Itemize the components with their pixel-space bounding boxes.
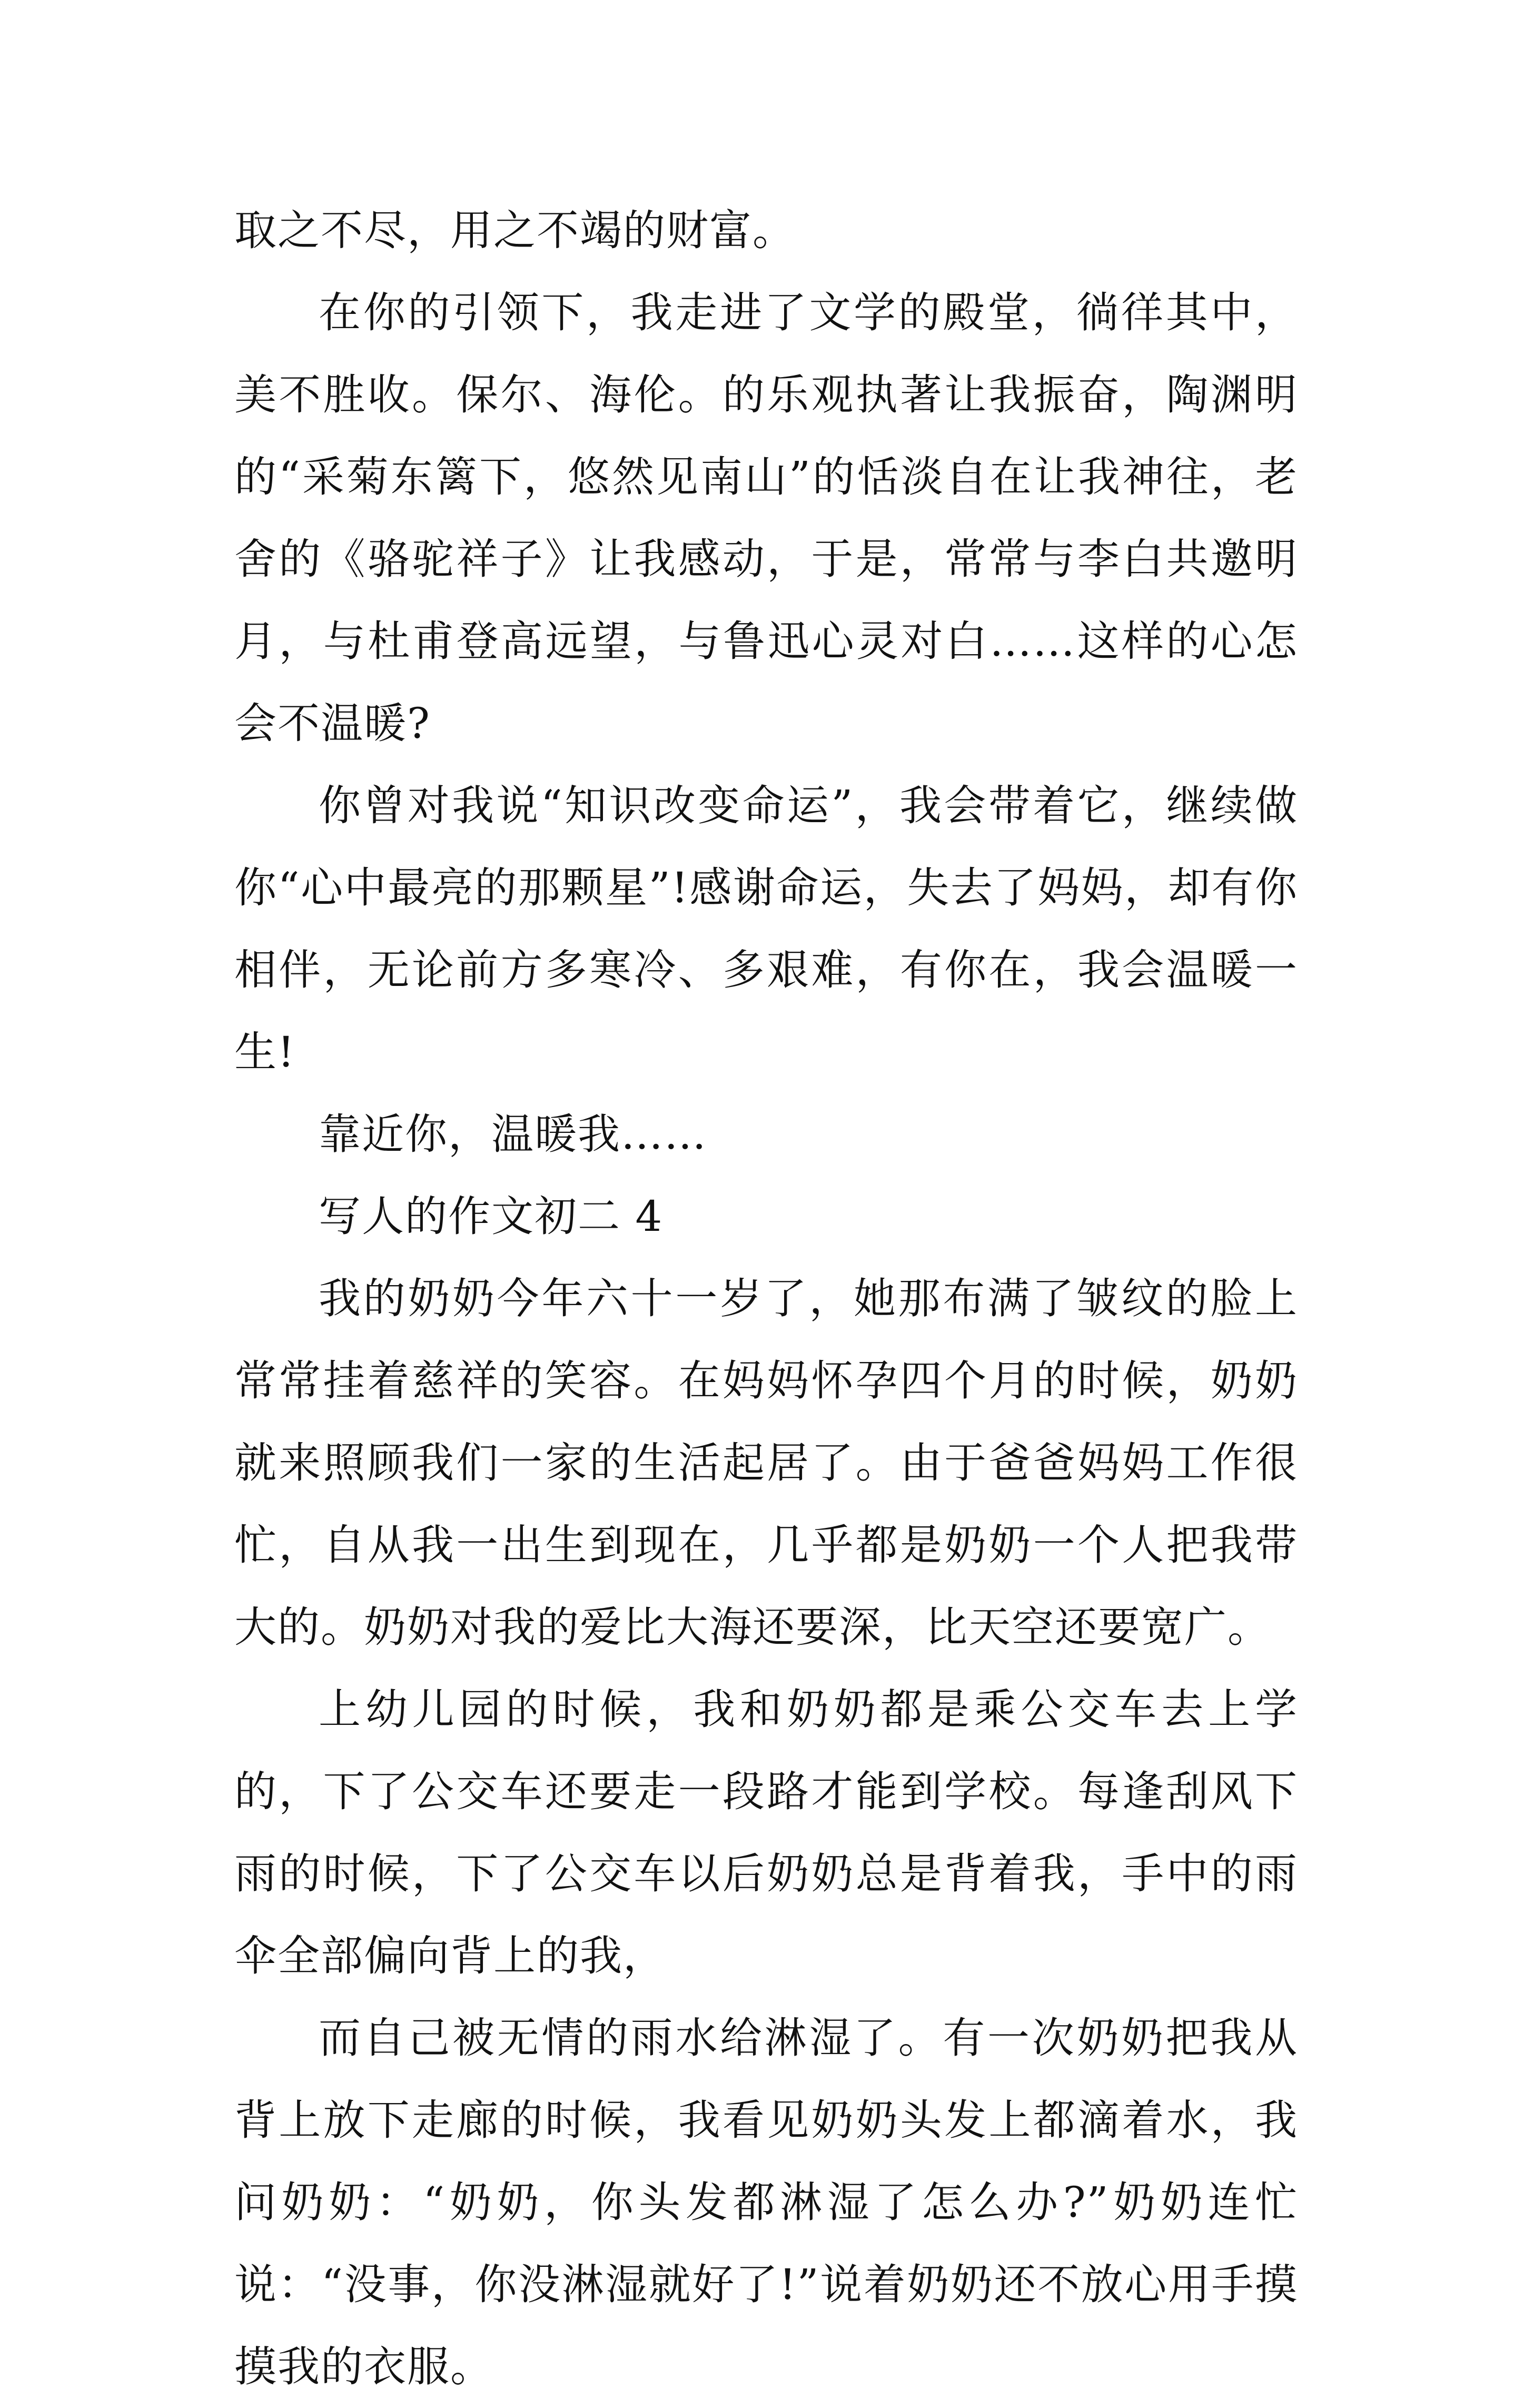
paragraph-2: 在你的引领下，我走进了文学的殿堂，徜徉其中，美不胜收。保尔、海伦。的乐观执著让我振奋，陶渊明的“采菊东篱下，悠然见南山”的恬淡自在让我神往，老舍的《骆驼祥子》让我感动，于是，常常与李白共邀明月，与杜甫登高远望，与鲁迅心灵对白……这样的心怎会不温暖? bbox=[234, 288, 1298, 748]
paragraph-1: 取之不尽，用之不竭的财富。 bbox=[234, 206, 796, 255]
paragraph-6: 上幼儿园的时候，我和奶奶都是乘公交车去上学的，下了公交车还要走一段路才能到学校。每逢刮风下雨的时候，下了公交车以后奶奶总是背着我，手中的雨伞全部偏向背上的我， bbox=[234, 1685, 1298, 1980]
document-body bbox=[234, 190, 1298, 2408]
paragraph-3: 你曾对我说“知识改变命运”，我会带着它，继续做你“心中最亮的那颗星”!感谢命运，失去了妈妈，却有你相伴，无论前方多寒冷、多艰难，有你在，我会温暖一生! bbox=[234, 781, 1298, 1077]
paragraph-4: 靠近你，温暖我…… bbox=[319, 1110, 707, 1159]
paragraph-7: 而自己被无情的雨水给淋湿了。有一次奶奶把我从背上放下走廊的时候，我看见奶奶头发上都滴着水，我问奶奶：“奶奶，你头发都淋湿了怎么办?”奶奶连忙说：“没事，你没淋湿就好了!”说着奶奶还不放心用手摸摸我的衣服。 bbox=[234, 2014, 1298, 2391]
paragraph-5: 我的奶奶今年六十一岁了，她那布满了皱纹的脸上常常挂着慈祥的笑容。在妈妈怀孕四个月的时候，奶奶就来照顾我们一家的生活起居了。由于爸爸妈妈工作很忙，自从我一出生到现在，几乎都是奶奶一个人把我带大的。奶奶对我的爱比大海还要深，比天空还要宽广。 bbox=[234, 1274, 1298, 1652]
section-heading: 写人的作文初二 4 bbox=[319, 1192, 664, 1241]
